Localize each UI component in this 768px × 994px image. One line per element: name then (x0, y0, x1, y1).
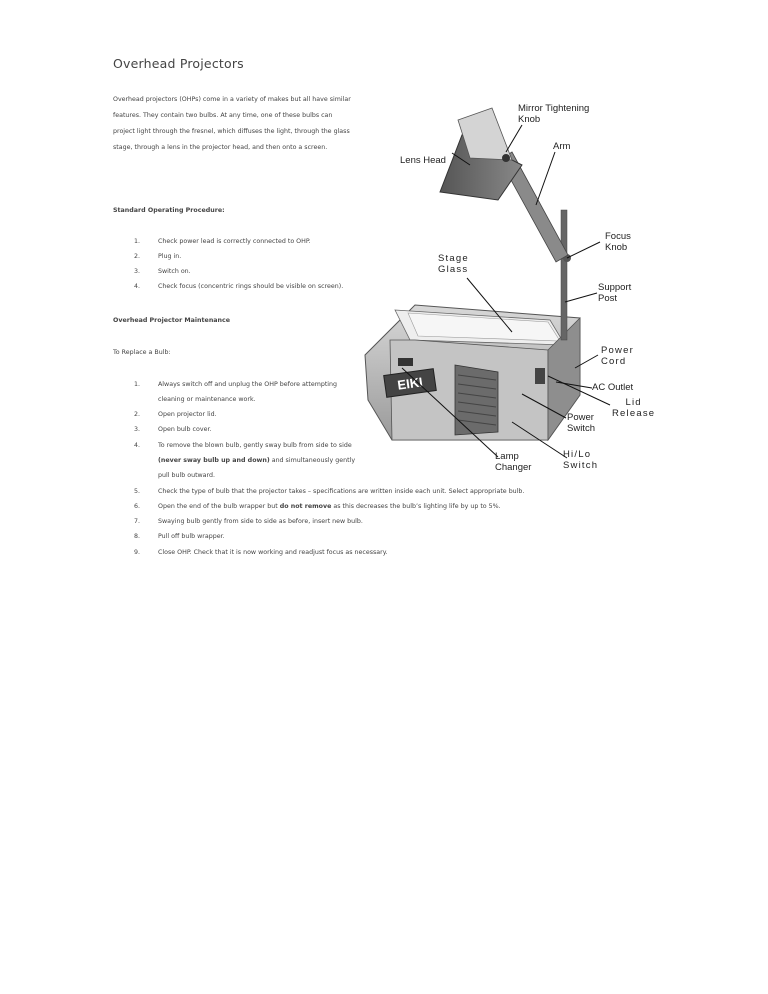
label-support-post: Support Post (598, 282, 632, 304)
brand-text: EIKI (396, 374, 424, 393)
label-lamp-changer: Lamp Changer (495, 451, 532, 473)
m-item-7: Swaying bulb gently from side to side as before, insert new bulb. (158, 518, 363, 525)
m-num-7: 7. (134, 518, 141, 525)
m-num-2: 2. (134, 411, 141, 418)
sop-num-1: 1. (134, 238, 141, 245)
m-item-2: Open projector lid. (158, 411, 217, 418)
sop-item-2: Plug in. (158, 253, 182, 260)
label-hi-lo-switch: Hi/Lo Switch (563, 449, 599, 471)
m-item-1-line-1: Always switch off and unplug the OHP before attempting (158, 381, 338, 388)
sop-num-2: 2. (134, 253, 141, 260)
vent-grille (455, 365, 498, 435)
label-focus-knob: Focus Knob (605, 231, 631, 253)
m-num-3: 3. (134, 426, 141, 433)
m-num-8: 8. (134, 533, 141, 540)
m-num-5: 5. (134, 488, 141, 495)
sop-heading: Standard Operating Procedure: (113, 207, 225, 214)
sop-num-4: 4. (134, 283, 141, 290)
label-power-cord: Power Cord (601, 345, 634, 367)
m-item-4-bold: (never sway bulb up and down) (158, 457, 270, 464)
label-mirror-tightening-knob: Mirror Tightening Knob (518, 103, 590, 125)
intro-line-1: Overhead projectors (OHPs) come in a variety of makes but all have similar (113, 96, 351, 103)
m-item-5: Check the type of bulb that the projector takes – specifications are written inside each unit. Select appropriate bulb. (158, 488, 525, 495)
lens-head (440, 108, 522, 200)
label-lens-head: Lens Head (400, 155, 446, 166)
label-arm: Arm (553, 141, 571, 152)
m-item-4-line-3: pull bulb outward. (158, 472, 216, 479)
intro-line-4: stage, through a lens in the projector head, and then onto a screen. (113, 144, 328, 151)
m-item-4-rest: and simultaneously gently (269, 457, 356, 464)
m-item-1-line-2: cleaning or maintenance work. (158, 396, 256, 403)
m-item-6-post: as this decreases the bulb’s lighting life by up to 5%. (331, 503, 501, 510)
sop-item-1: Check power lead is correctly connected to OHP. (158, 238, 311, 245)
m-num-6: 6. (134, 503, 141, 510)
page-title: Overhead Projectors (113, 56, 244, 71)
support-post (561, 210, 567, 340)
projector-base (365, 305, 580, 440)
m-item-8: Pull off bulb wrapper. (158, 533, 225, 540)
m-num-9: 9. (134, 549, 141, 556)
sop-item-3: Switch on. (158, 268, 191, 275)
intro-line-2: features. They contain two bulbs. At any time, one of these bulbs can (113, 112, 333, 119)
maintenance-heading: Overhead Projector Maintenance (113, 317, 231, 324)
m-item-6-pre: Open the end of the bulb wrapper but (158, 503, 280, 510)
m-num-4: 4. (134, 442, 141, 449)
label-ac-outlet: AC Outlet (592, 382, 634, 393)
m-item-9: Close OHP. Check that it is now working and readjust focus as necessary. (158, 549, 388, 556)
intro-line-3: project light through the fresnel, which diffuses the light, through the glass (113, 128, 350, 135)
maintenance-subheading: To Replace a Bulb: (113, 349, 171, 356)
m-num-1: 1. (134, 381, 141, 388)
m-item-3: Open bulb cover. (158, 426, 212, 433)
m-item-6-bold: do not remove (279, 503, 332, 510)
m-item-4-line-1: To remove the blown bulb, gently sway bulb from side to side (158, 442, 352, 449)
label-stage-glass: Stage Glass (438, 253, 469, 275)
sop-item-4: Check focus (concentric rings should be visible on screen). (158, 283, 344, 290)
label-power-switch: Power Switch (567, 412, 595, 434)
label-lid-release: Lid Release (612, 397, 656, 419)
sop-num-3: 3. (134, 268, 141, 275)
